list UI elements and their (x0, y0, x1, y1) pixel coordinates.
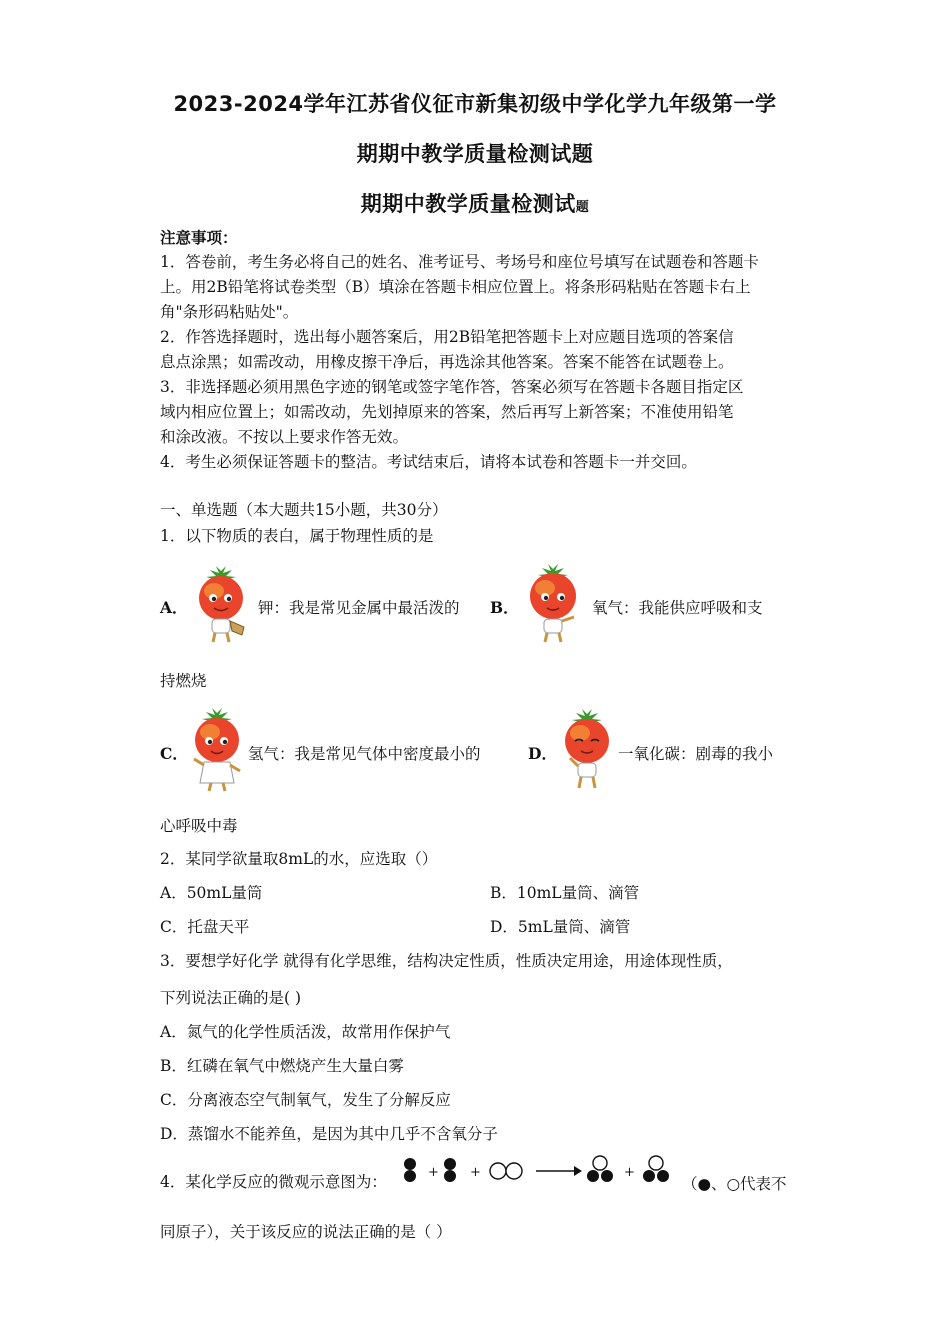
question-3-stem: 3．要想学好化学 就得有化学思维，结构决定性质，性质决定用途，用途体现性质， (160, 952, 733, 970)
question-4-stem-continued: 同原子），关于该反应的说法正确的是（ ） (160, 1223, 452, 1241)
notice-line: 和涂改液。不按以上要求作答无效。 (160, 428, 409, 446)
q3-option-a: A．氮气的化学性质活泼，故常用作保护气 (160, 1023, 451, 1041)
q1-option-a-label: A． (160, 598, 188, 617)
q1-option-d-continued: 心呼吸中毒 (160, 817, 238, 835)
title-line-2: 期期中教学质量检测试题 (356, 142, 594, 166)
reaction-legend: （●、○代表不 (682, 1175, 787, 1193)
tomato-mascot-icon (520, 563, 586, 645)
notice-line: 1．答卷前，考生务必将自己的姓名、准考证号、考场号和座位号填写在试题卷和答题卡 (160, 253, 759, 271)
title-line-1: 2023-2024学年江苏省仪征市新集初级中学化学九年级第一学 (173, 92, 777, 116)
question-4-stem: 4．某化学反应的微观示意图为： (160, 1173, 387, 1191)
question-3-stem-continued: 下列说法正确的是( ) (160, 989, 302, 1007)
reaction-plus: + (624, 1165, 635, 1180)
q1-option-b-label: B． (490, 598, 519, 617)
q2-option-d: D．5mL量筒、滴管 (490, 918, 631, 936)
reaction-plus: + (470, 1165, 481, 1180)
notice-line: 3．非选择题必须用黑色字迹的钢笔或签字笔作答，答案必须写在答题卡各题目指定区 (160, 378, 744, 396)
molecule-black-pair-icon (444, 1158, 456, 1182)
molecule-black-pair-icon (404, 1158, 416, 1182)
notice-line: 2．作答选择题时，选出每小题答案后，用2B铅笔把答题卡上对应题目选项的答案信 (160, 328, 734, 346)
q1-option-d-text: 一氧化碳：剧毒的我小 (618, 745, 774, 763)
tomato-mascot-icon (556, 708, 618, 792)
product-molecule-icon (643, 1156, 669, 1182)
question-2-stem: 2．某同学欲量取8mL的水，应选取（） (160, 850, 438, 868)
title-line-3 (0, 188, 950, 218)
q2-option-a: A．50mL量筒 (160, 884, 263, 902)
q1-option-b-continued: 持燃烧 (160, 672, 207, 690)
q2-option-b: B．10mL量筒、滴管 (490, 884, 640, 902)
question-1-stem: 1．以下物质的表白，属于物理性质的是 (160, 527, 434, 545)
q1-option-c-text: 氢气：我是常见气体中密度最小的 (248, 745, 481, 763)
title-line-3-main: 期期中教学质量检测试 (360, 192, 576, 216)
tomato-mascot-icon (188, 565, 254, 645)
notice-line: 上。用2B铅笔将试卷类型（B）填涂在答题卡相应位置上。将条形码粘贴在答题卡右上 (160, 278, 751, 296)
q1-option-c-label: C． (160, 744, 188, 763)
q1-option-b-text: 氧气：我能供应呼吸和支 (592, 599, 763, 617)
reaction-plus: + (428, 1165, 439, 1180)
notice-line: 息点涂黑；如需改动，用橡皮擦干净后，再选涂其他答案。答案不能答在试题卷上。 (160, 353, 734, 371)
molecule-white-pair-icon (490, 1163, 522, 1179)
q3-option-c: C．分离液态空气制氧气，发生了分解反应 (160, 1091, 451, 1109)
notice-line: 4．考生必须保证答题卡的整洁。考试结束后，请将本试卷和答题卡一并交回。 (160, 453, 697, 471)
tomato-mascot-icon (186, 707, 248, 793)
notice-line: 角"条形码粘贴处"。 (160, 303, 299, 321)
notice-heading: 注意事项： (160, 228, 238, 247)
q2-option-c: C．托盘天平 (160, 918, 250, 936)
q3-option-b: B．红磷在氧气中燃烧产生大量白雾 (160, 1057, 404, 1075)
section-heading: 一、单选题（本大题共15小题，共30分） (160, 501, 448, 519)
title-line-3-small: 题 (575, 200, 590, 215)
q1-option-d-label: D． (528, 744, 557, 763)
product-molecule-icon (587, 1156, 613, 1182)
notice-line: 域内相应位置上；如需改动，先划掉原来的答案，然后再写上新答案；不准使用铅笔 (160, 403, 734, 421)
q1-option-a-text: 钾：我是常见金属中最活泼的 (258, 599, 460, 617)
reaction-arrow-icon (536, 1166, 582, 1176)
q3-option-d: D．蒸馏水不能养鱼，是因为其中几乎不含氧分子 (160, 1125, 498, 1143)
